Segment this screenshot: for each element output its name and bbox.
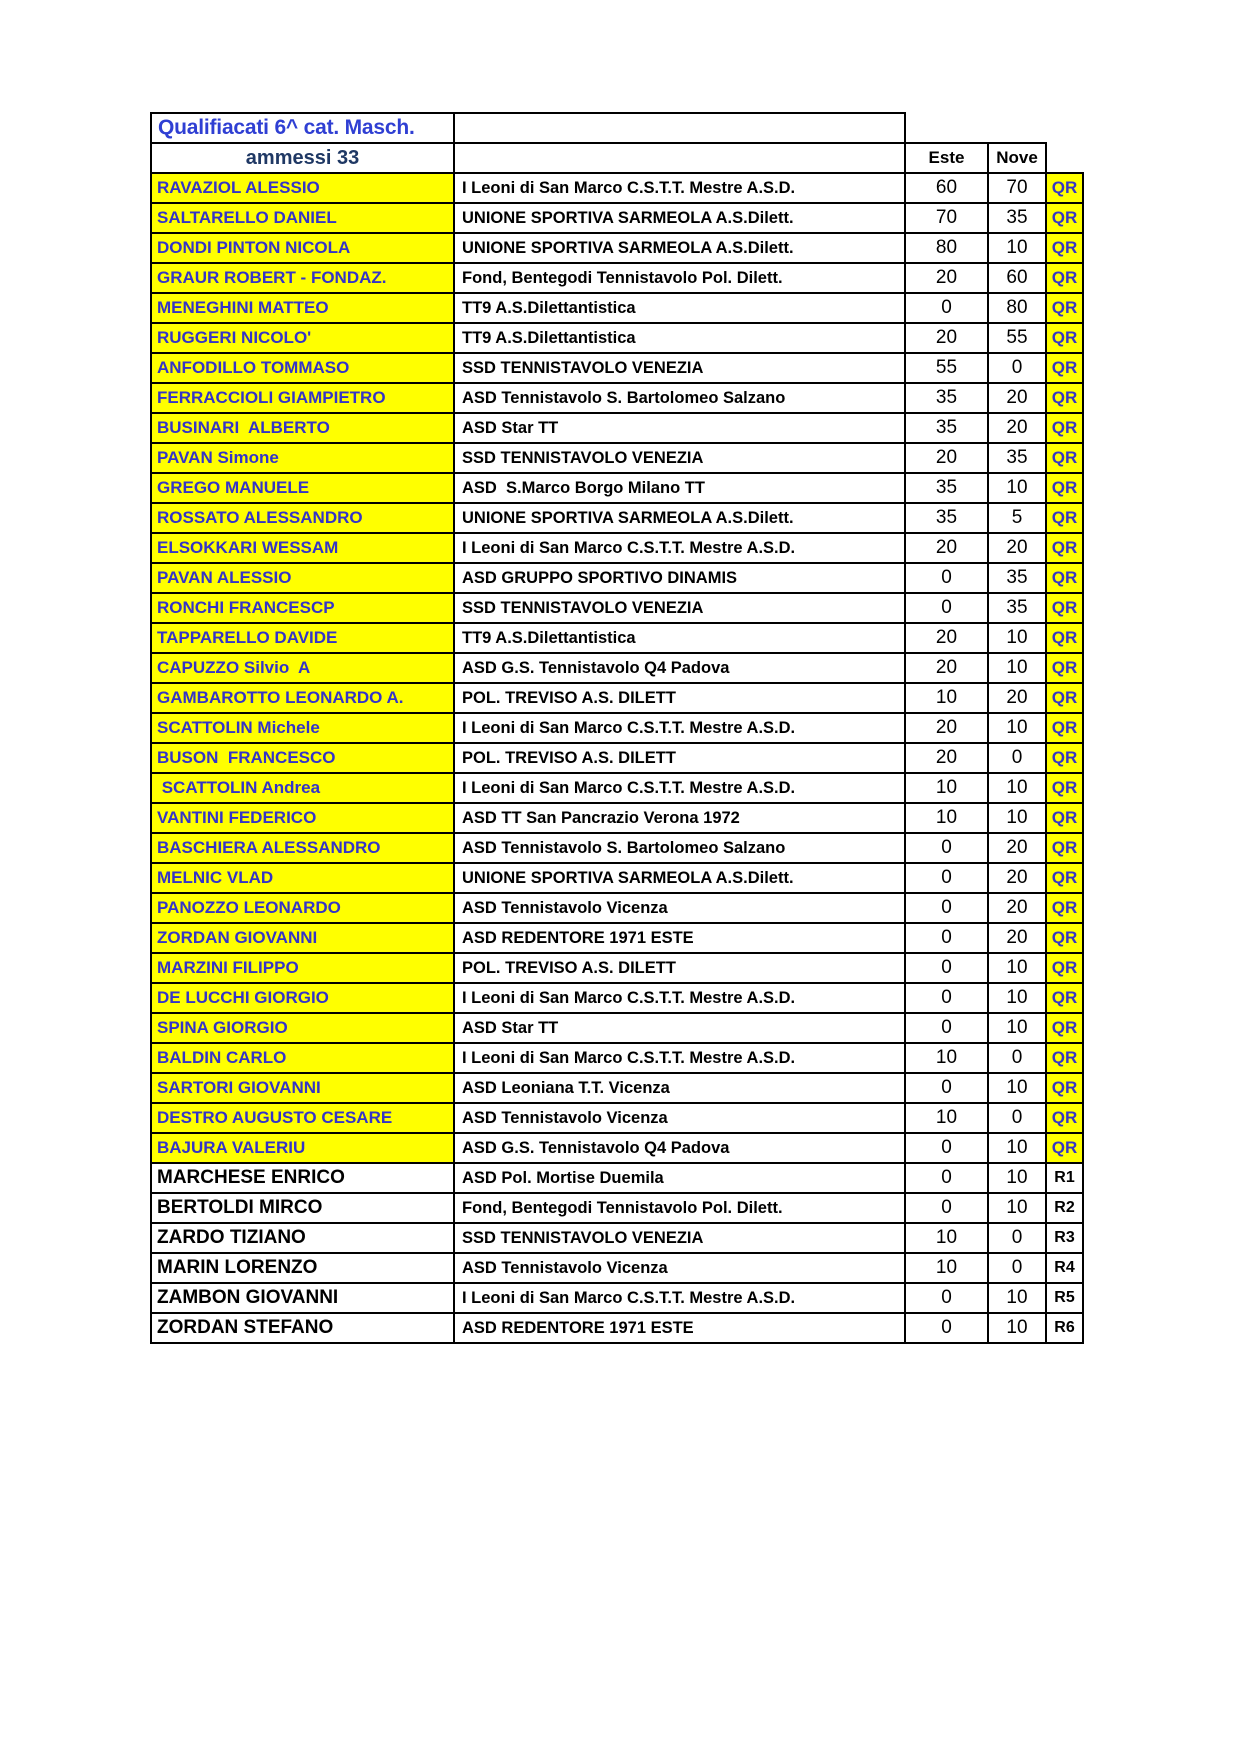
este-points-cell: 10 xyxy=(904,1252,989,1284)
qualification-code-cell: R6 xyxy=(1045,1312,1084,1344)
qualification-code-cell: QR xyxy=(1045,832,1084,864)
club-cell: ASD TT San Pancrazio Verona 1972 xyxy=(453,802,906,834)
player-name-cell: DESTRO AUGUSTO CESARE xyxy=(150,1102,455,1134)
table-row xyxy=(150,1012,1084,1044)
nove-points-cell: 35 xyxy=(987,442,1047,474)
table-row xyxy=(150,202,1084,234)
table-row xyxy=(150,442,1084,474)
este-points-cell: 35 xyxy=(904,472,989,504)
player-name-cell: MELNIC VLAD xyxy=(150,862,455,894)
player-name-cell: BAJURA VALERIU xyxy=(150,1132,455,1164)
nove-points-cell: 10 xyxy=(987,772,1047,804)
nove-points-cell: 10 xyxy=(987,802,1047,834)
club-cell: ASD Tennistavolo S. Bartolomeo Salzano xyxy=(453,832,906,864)
club-cell: SSD TENNISTAVOLO VENEZIA xyxy=(453,352,906,384)
nove-points-cell: 10 xyxy=(987,712,1047,744)
player-name-cell: MARCHESE ENRICO xyxy=(150,1162,455,1194)
este-points-cell: 0 xyxy=(904,922,989,954)
table-row xyxy=(150,1102,1084,1134)
table-row xyxy=(150,1162,1084,1194)
player-name-cell: GRAUR ROBERT - FONDAZ. xyxy=(150,262,455,294)
qualification-code-cell: QR xyxy=(1045,202,1084,234)
header-row xyxy=(150,142,1084,174)
table-row xyxy=(150,352,1084,384)
table-row xyxy=(150,1312,1084,1344)
qualification-code-cell: QR xyxy=(1045,502,1084,534)
column-header-este: Este xyxy=(904,142,989,174)
este-points-cell: 10 xyxy=(904,802,989,834)
nove-points-cell: 0 xyxy=(987,1042,1047,1074)
qualification-code-cell: QR xyxy=(1045,1012,1084,1044)
este-points-cell: 60 xyxy=(904,172,989,204)
club-cell: UNIONE SPORTIVA SARMEOLA A.S.Dilett. xyxy=(453,502,906,534)
player-name-cell: SCATTOLIN Michele xyxy=(150,712,455,744)
qualification-code-cell: QR xyxy=(1045,982,1084,1014)
club-cell: ASD GRUPPO SPORTIVO DINAMIS xyxy=(453,562,906,594)
table-row xyxy=(150,802,1084,834)
club-cell: ASD Tennistavolo Vicenza xyxy=(453,1102,906,1134)
qualification-code-cell: R5 xyxy=(1045,1282,1084,1314)
table-row xyxy=(150,1042,1084,1074)
page-title: Qualifiacati 6^ cat. Masch. xyxy=(150,112,455,144)
qualification-code-cell: R3 xyxy=(1045,1222,1084,1254)
este-points-cell: 20 xyxy=(904,532,989,564)
club-cell: ASD Star TT xyxy=(453,1012,906,1044)
nove-points-cell: 20 xyxy=(987,682,1047,714)
table-row xyxy=(150,682,1084,714)
nove-points-cell: 10 xyxy=(987,1072,1047,1104)
player-name-cell: BUSON FRANCESCO xyxy=(150,742,455,774)
qualification-code-cell: QR xyxy=(1045,652,1084,684)
table-row xyxy=(150,832,1084,864)
table-row xyxy=(150,952,1084,984)
title-row xyxy=(150,112,1084,144)
este-points-cell: 10 xyxy=(904,682,989,714)
nove-points-cell: 20 xyxy=(987,862,1047,894)
club-cell: I Leoni di San Marco C.S.T.T. Mestre A.S.D. xyxy=(453,712,906,744)
qualification-code-cell: QR xyxy=(1045,172,1084,204)
player-name-cell: TAPPARELLO DAVIDE xyxy=(150,622,455,654)
club-cell: TT9 A.S.Dilettantistica xyxy=(453,322,906,354)
este-points-cell: 20 xyxy=(904,442,989,474)
nove-points-cell: 20 xyxy=(987,922,1047,954)
este-points-cell: 10 xyxy=(904,1102,989,1134)
este-points-cell: 55 xyxy=(904,352,989,384)
qualification-code-cell: QR xyxy=(1045,232,1084,264)
header-row-empty-cell xyxy=(453,142,906,174)
table-row xyxy=(150,1192,1084,1224)
nove-points-cell: 10 xyxy=(987,1012,1047,1044)
club-cell: SSD TENNISTAVOLO VENEZIA xyxy=(453,592,906,624)
player-name-cell: CAPUZZO Silvio A xyxy=(150,652,455,684)
qualification-code-cell: R1 xyxy=(1045,1162,1084,1194)
player-name-cell: BERTOLDI MIRCO xyxy=(150,1192,455,1224)
club-cell: POL. TREVISO A.S. DILETT xyxy=(453,742,906,774)
table-row xyxy=(150,622,1084,654)
nove-points-cell: 20 xyxy=(987,532,1047,564)
club-cell: ASD Leoniana T.T. Vicenza xyxy=(453,1072,906,1104)
club-cell: UNIONE SPORTIVA SARMEOLA A.S.Dilett. xyxy=(453,202,906,234)
nove-points-cell: 20 xyxy=(987,412,1047,444)
player-name-cell: SPINA GIORGIO xyxy=(150,1012,455,1044)
table-row xyxy=(150,712,1084,744)
player-name-cell: ROSSATO ALESSANDRO xyxy=(150,502,455,534)
nove-points-cell: 0 xyxy=(987,1222,1047,1254)
player-name-cell: PAVAN ALESSIO xyxy=(150,562,455,594)
qualification-code-cell: QR xyxy=(1045,742,1084,774)
nove-points-cell: 10 xyxy=(987,1312,1047,1344)
club-cell: SSD TENNISTAVOLO VENEZIA xyxy=(453,1222,906,1254)
table-row xyxy=(150,592,1084,624)
table-row xyxy=(150,472,1084,504)
table-row xyxy=(150,262,1084,294)
club-cell: TT9 A.S.Dilettantistica xyxy=(453,292,906,324)
player-name-cell: MENEGHINI MATTEO xyxy=(150,292,455,324)
table-row xyxy=(150,1072,1084,1104)
club-cell: I Leoni di San Marco C.S.T.T. Mestre A.S.D. xyxy=(453,172,906,204)
este-points-cell: 0 xyxy=(904,1282,989,1314)
qualification-code-cell: QR xyxy=(1045,472,1084,504)
player-name-cell: ZORDAN STEFANO xyxy=(150,1312,455,1344)
player-name-cell: SALTARELLO DANIEL xyxy=(150,202,455,234)
table-row xyxy=(150,772,1084,804)
este-points-cell: 0 xyxy=(904,1312,989,1344)
player-name-cell: MARIN LORENZO xyxy=(150,1252,455,1284)
nove-points-cell: 35 xyxy=(987,562,1047,594)
qualification-code-cell: QR xyxy=(1045,322,1084,354)
qualification-code-cell: QR xyxy=(1045,892,1084,924)
table-row xyxy=(150,562,1084,594)
este-points-cell: 0 xyxy=(904,592,989,624)
club-cell: POL. TREVISO A.S. DILETT xyxy=(453,952,906,984)
club-cell: ASD Star TT xyxy=(453,412,906,444)
qualification-code-cell: QR xyxy=(1045,1042,1084,1074)
nove-points-cell: 0 xyxy=(987,1102,1047,1134)
player-name-cell: BUSINARI ALBERTO xyxy=(150,412,455,444)
table-row xyxy=(150,652,1084,684)
club-cell: ASD REDENTORE 1971 ESTE xyxy=(453,1312,906,1344)
table-row xyxy=(150,412,1084,444)
player-name-cell: RONCHI FRANCESCP xyxy=(150,592,455,624)
nove-points-cell: 10 xyxy=(987,1192,1047,1224)
qualification-code-cell: QR xyxy=(1045,352,1084,384)
este-points-cell: 0 xyxy=(904,1012,989,1044)
club-cell: UNIONE SPORTIVA SARMEOLA A.S.Dilett. xyxy=(453,862,906,894)
club-cell: I Leoni di San Marco C.S.T.T. Mestre A.S.D. xyxy=(453,772,906,804)
table-row xyxy=(150,322,1084,354)
nove-points-cell: 10 xyxy=(987,232,1047,264)
qualification-code-cell: QR xyxy=(1045,562,1084,594)
qualification-code-cell: QR xyxy=(1045,532,1084,564)
este-points-cell: 0 xyxy=(904,1192,989,1224)
player-name-cell: DE LUCCHI GIORGIO xyxy=(150,982,455,1014)
este-points-cell: 10 xyxy=(904,1222,989,1254)
table-row xyxy=(150,922,1084,954)
table-row xyxy=(150,1252,1084,1284)
este-points-cell: 20 xyxy=(904,322,989,354)
nove-points-cell: 5 xyxy=(987,502,1047,534)
table-row xyxy=(150,1132,1084,1164)
club-cell: I Leoni di San Marco C.S.T.T. Mestre A.S.D. xyxy=(453,1042,906,1074)
este-points-cell: 0 xyxy=(904,1132,989,1164)
table-row xyxy=(150,502,1084,534)
nove-points-cell: 0 xyxy=(987,352,1047,384)
qualification-code-cell: QR xyxy=(1045,382,1084,414)
qualification-code-cell: QR xyxy=(1045,262,1084,294)
nove-points-cell: 60 xyxy=(987,262,1047,294)
qualification-code-cell: QR xyxy=(1045,1132,1084,1164)
player-name-cell: DONDI PINTON NICOLA xyxy=(150,232,455,264)
club-cell: ASD G.S. Tennistavolo Q4 Padova xyxy=(453,1132,906,1164)
qualification-code-cell: QR xyxy=(1045,952,1084,984)
este-points-cell: 0 xyxy=(904,982,989,1014)
table-row xyxy=(150,862,1084,894)
player-name-cell: FERRACCIOLI GIAMPIETRO xyxy=(150,382,455,414)
nove-points-cell: 35 xyxy=(987,202,1047,234)
qualification-code-cell: QR xyxy=(1045,442,1084,474)
club-cell: TT9 A.S.Dilettantistica xyxy=(453,622,906,654)
nove-points-cell: 80 xyxy=(987,292,1047,324)
este-points-cell: 20 xyxy=(904,712,989,744)
club-cell: ASD Tennistavolo Vicenza xyxy=(453,1252,906,1284)
club-cell: I Leoni di San Marco C.S.T.T. Mestre A.S.D. xyxy=(453,1282,906,1314)
club-cell: ASD Tennistavolo S. Bartolomeo Salzano xyxy=(453,382,906,414)
qualification-code-cell: QR xyxy=(1045,802,1084,834)
club-cell: ASD REDENTORE 1971 ESTE xyxy=(453,922,906,954)
qualification-code-cell: QR xyxy=(1045,1072,1084,1104)
admitted-count-label: ammessi 33 xyxy=(150,142,455,174)
qualification-code-cell: QR xyxy=(1045,682,1084,714)
este-points-cell: 0 xyxy=(904,892,989,924)
este-points-cell: 10 xyxy=(904,772,989,804)
club-cell: I Leoni di San Marco C.S.T.T. Mestre A.S.D. xyxy=(453,532,906,564)
club-cell: SSD TENNISTAVOLO VENEZIA xyxy=(453,442,906,474)
club-cell: POL. TREVISO A.S. DILETT xyxy=(453,682,906,714)
qualification-table xyxy=(150,112,1084,1344)
este-points-cell: 35 xyxy=(904,382,989,414)
table-row xyxy=(150,172,1084,204)
club-cell: ASD G.S. Tennistavolo Q4 Padova xyxy=(453,652,906,684)
club-cell: Fond, Bentegodi Tennistavolo Pol. Dilett. xyxy=(453,262,906,294)
nove-points-cell: 10 xyxy=(987,472,1047,504)
este-points-cell: 35 xyxy=(904,412,989,444)
qualification-code-cell: QR xyxy=(1045,712,1084,744)
qualification-code-cell: QR xyxy=(1045,1102,1084,1134)
nove-points-cell: 10 xyxy=(987,652,1047,684)
nove-points-cell: 20 xyxy=(987,382,1047,414)
club-cell: Fond, Bentegodi Tennistavolo Pol. Dilett. xyxy=(453,1192,906,1224)
este-points-cell: 80 xyxy=(904,232,989,264)
este-points-cell: 0 xyxy=(904,562,989,594)
player-name-cell: ZAMBON GIOVANNI xyxy=(150,1282,455,1314)
nove-points-cell: 20 xyxy=(987,832,1047,864)
player-name-cell: RAVAZIOL ALESSIO xyxy=(150,172,455,204)
nove-points-cell: 35 xyxy=(987,592,1047,624)
qualification-code-cell: QR xyxy=(1045,622,1084,654)
nove-points-cell: 20 xyxy=(987,892,1047,924)
este-points-cell: 0 xyxy=(904,952,989,984)
table-row xyxy=(150,982,1084,1014)
este-points-cell: 20 xyxy=(904,652,989,684)
este-points-cell: 0 xyxy=(904,292,989,324)
table-row xyxy=(150,892,1084,924)
qualification-code-cell: QR xyxy=(1045,292,1084,324)
player-name-cell: MARZINI FILIPPO xyxy=(150,952,455,984)
player-name-cell: GAMBAROTTO LEONARDO A. xyxy=(150,682,455,714)
club-cell: ASD Tennistavolo Vicenza xyxy=(453,892,906,924)
nove-points-cell: 0 xyxy=(987,742,1047,774)
player-name-cell: ZORDAN GIOVANNI xyxy=(150,922,455,954)
table-row xyxy=(150,532,1084,564)
nove-points-cell: 10 xyxy=(987,1282,1047,1314)
qualification-code-cell: R4 xyxy=(1045,1252,1084,1284)
qualification-code-cell: QR xyxy=(1045,922,1084,954)
este-points-cell: 0 xyxy=(904,862,989,894)
player-name-cell: SARTORI GIOVANNI xyxy=(150,1072,455,1104)
nove-points-cell: 10 xyxy=(987,982,1047,1014)
player-name-cell: GREGO MANUELE xyxy=(150,472,455,504)
qualification-code-cell: QR xyxy=(1045,862,1084,894)
qualification-code-cell: QR xyxy=(1045,412,1084,444)
este-points-cell: 0 xyxy=(904,832,989,864)
player-name-cell: BALDIN CARLO xyxy=(150,1042,455,1074)
table-row xyxy=(150,742,1084,774)
player-name-cell: ANFODILLO TOMMASO xyxy=(150,352,455,384)
nove-points-cell: 10 xyxy=(987,1162,1047,1194)
column-header-nove: Nove xyxy=(987,142,1047,174)
este-points-cell: 0 xyxy=(904,1162,989,1194)
player-name-cell: BASCHIERA ALESSANDRO xyxy=(150,832,455,864)
qualification-code-cell: R2 xyxy=(1045,1192,1084,1224)
table-row xyxy=(150,292,1084,324)
nove-points-cell: 10 xyxy=(987,1132,1047,1164)
este-points-cell: 0 xyxy=(904,1072,989,1104)
title-row-empty-cell xyxy=(453,112,906,144)
este-points-cell: 35 xyxy=(904,502,989,534)
este-points-cell: 20 xyxy=(904,742,989,774)
nove-points-cell: 70 xyxy=(987,172,1047,204)
table-row xyxy=(150,232,1084,264)
player-name-cell: PANOZZO LEONARDO xyxy=(150,892,455,924)
qualification-code-cell: QR xyxy=(1045,772,1084,804)
este-points-cell: 10 xyxy=(904,1042,989,1074)
club-cell: ASD Pol. Mortise Duemila xyxy=(453,1162,906,1194)
nove-points-cell: 0 xyxy=(987,1252,1047,1284)
qualification-code-cell: QR xyxy=(1045,592,1084,624)
player-name-cell: ELSOKKARI WESSAM xyxy=(150,532,455,564)
table-row xyxy=(150,1282,1084,1314)
nove-points-cell: 10 xyxy=(987,952,1047,984)
este-points-cell: 70 xyxy=(904,202,989,234)
nove-points-cell: 55 xyxy=(987,322,1047,354)
nove-points-cell: 10 xyxy=(987,622,1047,654)
table-row xyxy=(150,382,1084,414)
table-row xyxy=(150,1222,1084,1254)
player-name-cell: SCATTOLIN Andrea xyxy=(150,772,455,804)
club-cell: ASD S.Marco Borgo Milano TT xyxy=(453,472,906,504)
club-cell: UNIONE SPORTIVA SARMEOLA A.S.Dilett. xyxy=(453,232,906,264)
este-points-cell: 20 xyxy=(904,262,989,294)
player-name-cell: RUGGERI NICOLO' xyxy=(150,322,455,354)
player-name-cell: VANTINI FEDERICO xyxy=(150,802,455,834)
club-cell: I Leoni di San Marco C.S.T.T. Mestre A.S.D. xyxy=(453,982,906,1014)
player-name-cell: PAVAN Simone xyxy=(150,442,455,474)
este-points-cell: 20 xyxy=(904,622,989,654)
player-name-cell: ZARDO TIZIANO xyxy=(150,1222,455,1254)
